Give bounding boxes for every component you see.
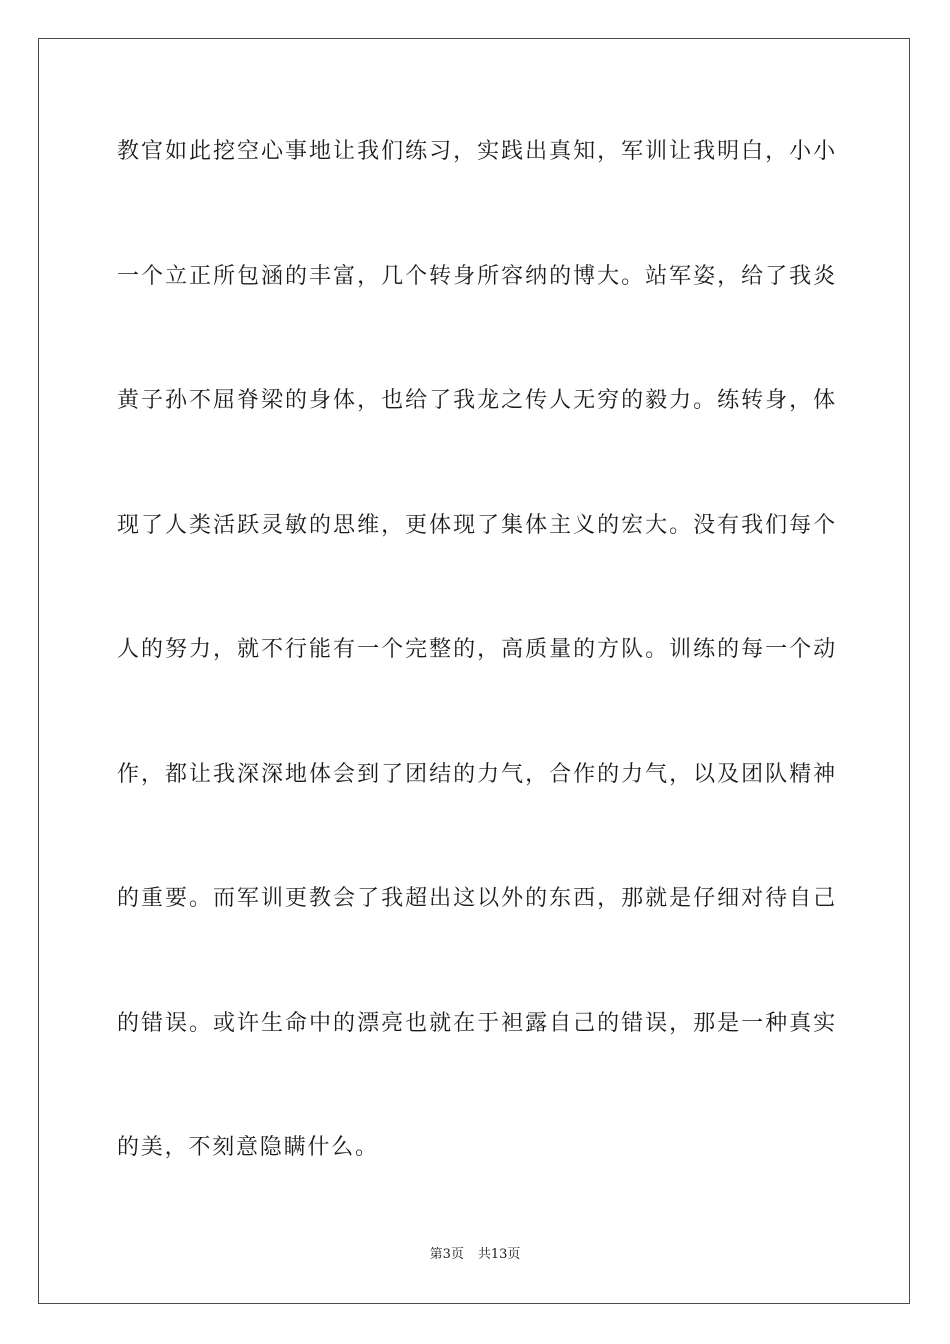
document-body [117, 124, 837, 1245]
paragraph-line: 教官如此挖空心事地让我们练习，实践出真知，军训让我明白，小小 [117, 139, 837, 164]
paragraph-line: 的重要。而军训更教会了我超出这以外的东西，那就是仔细对待自己 [117, 886, 837, 911]
paragraph-line: 现了人类活跃灵敏的思维，更体现了集体主义的宏大。没有我们每个 [117, 512, 837, 538]
page-footer [0, 1245, 950, 1265]
paragraph-line: 作，都让我深深地体会到了团结的力气，合作的力气，以及团队精神 [117, 761, 837, 787]
paragraph-line: 黄子孙不屈脊梁的身体，也给了我龙之传人无穷的毅力。练转身，体 [117, 388, 837, 413]
paragraph-line: 一个立正所包涵的丰富，几个转身所容纳的博大。站军姿，给了我炎 [117, 263, 837, 289]
paragraph-line: 人的努力，就不行能有一个完整的，高质量的方队。训练的每一个动 [117, 637, 837, 662]
total-page-count: 共13页 [477, 1247, 521, 1262]
current-page-number: 第3页 [429, 1247, 464, 1262]
paragraph-last-line: 的美，不刻意隐瞒什么。 [117, 1135, 379, 1160]
paragraph-line: 的错误。或许生命中的漂亮也就在于袒露自己的错误，那是一种真实 [117, 1010, 837, 1036]
